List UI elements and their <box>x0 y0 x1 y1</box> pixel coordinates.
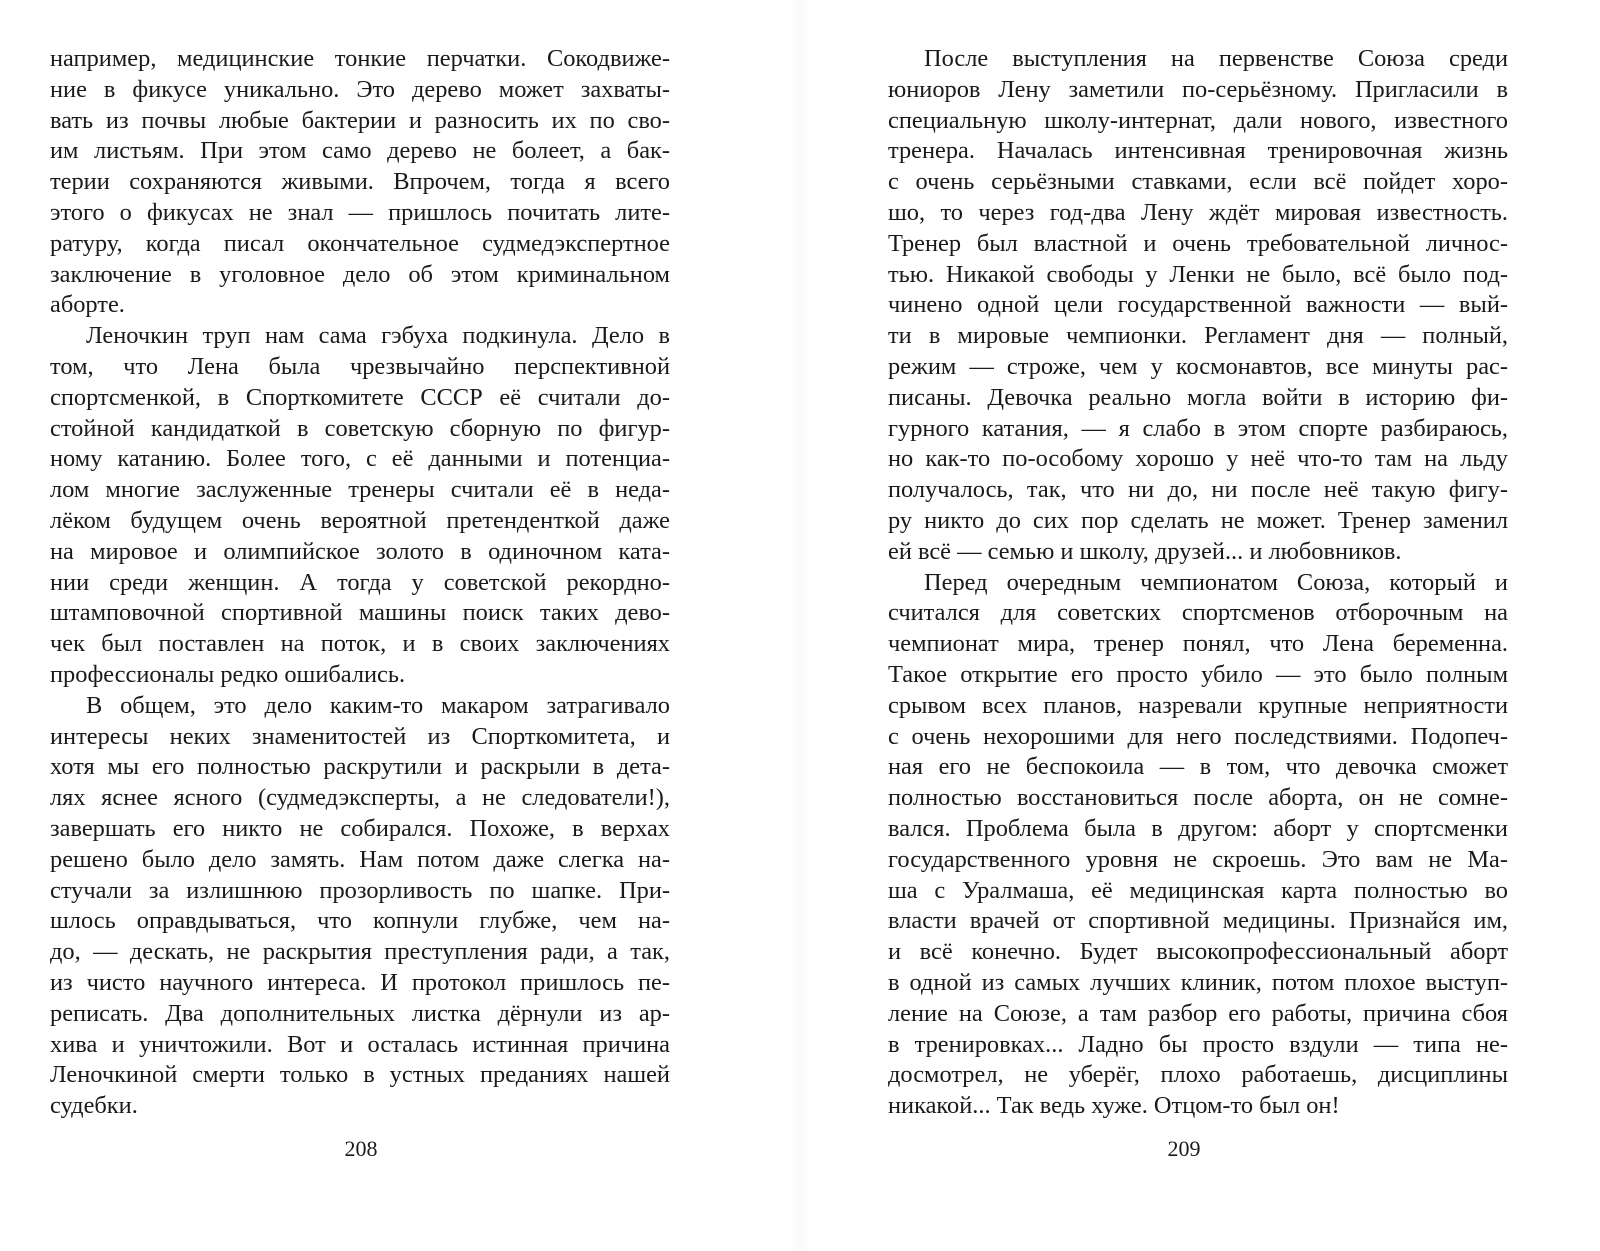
text-line: чек был поставлен на поток, и в своих заключениях <box>50 630 670 658</box>
text-line: Такое открытие его просто убило — это было полным <box>888 660 1508 688</box>
text-line: штамповочной спортивной машины поиск таких дево- <box>50 599 670 627</box>
text-line: из чисто научного интереса. И протокол пришлось пе- <box>50 968 670 996</box>
text-line: специальную школу-интернат, дали нового, известного <box>888 106 1508 134</box>
text-line: никакой... Так ведь хуже. Отцом-то был он! <box>888 1092 1340 1120</box>
text-line: заключение в уголовное дело об этом криминальном <box>50 260 670 288</box>
text-line: лях яснее ясного (судмедэксперты, а не следователи!), <box>50 784 670 812</box>
text-line: получалось, так, что ни до, ни после неё такую фигу- <box>888 476 1508 504</box>
text-line: вать из почвы любые бактерии и разносить их по сво- <box>50 106 670 134</box>
text-line: этого о фикусах не знал — пришлось почитать лите- <box>50 198 670 226</box>
text-line: ление на Союзе, а там разбор его работы, причина сбоя <box>888 999 1508 1027</box>
text-line: лёком будущем очень вероятной претенденткой даже <box>50 506 670 534</box>
text-line: том, что Лена была чрезвычайно перспективной <box>50 352 670 380</box>
text-line: стойной кандидаткой в советскую сборную по фигур- <box>50 414 670 442</box>
text-line: до, — дескать, не раскрытия преступления ради, а так, <box>50 938 670 966</box>
text-line: ей всё — семью и школу, друзей... и любовников. <box>888 537 1402 565</box>
text-line: судебки. <box>50 1092 138 1120</box>
text-line: чемпионат мира, тренер понял, что Лена беременна. <box>888 630 1508 658</box>
text-line: гурного катания, — я слабо в этом спорте разбираюсь, <box>888 414 1508 442</box>
text-line: аборте. <box>50 291 125 319</box>
text-line: в одной из самых лучших клиник, потом плохое выступ- <box>888 968 1508 996</box>
text-line: тью. Никакой свободы у Ленки не было, всё было под- <box>888 260 1508 288</box>
text-line: тренера. Началась интенсивная тренировочная жизнь <box>888 137 1508 165</box>
text-line: срывом всех планов, назревали крупные неприятности <box>888 691 1508 719</box>
right-page <box>888 44 1508 1122</box>
text-line: профессионалы редко ошибались. <box>50 660 406 688</box>
text-line: ная его не беспокоила — в том, что девочка сможет <box>888 753 1508 781</box>
text-line: писаны. Девочка реально могла войти в историю фи- <box>888 383 1508 411</box>
text-line: но как-то по-особому хорошо у неё что-то там на льду <box>888 445 1508 473</box>
text-line: решено было дело замять. Нам потом даже слегка на- <box>50 845 670 873</box>
book-gutter <box>790 0 810 1251</box>
text-line: шо, то через год-два Лену ждёт мировая известность. <box>888 198 1508 226</box>
text-line: В общем, это дело каким-то макаром затрагивало <box>86 691 670 719</box>
text-line: хотя мы его полностью раскрутили и раскрыли в дета- <box>50 753 670 781</box>
text-line: шлось оправдываться, что копнули глубже, чем на- <box>50 907 670 935</box>
text-line: режим — строже, чем у космонавтов, все минуты рас- <box>888 352 1508 380</box>
text-line: реписать. Два дополнительных листка дёрнули из ар- <box>50 999 670 1027</box>
text-line: вался. Проблема была в другом: аборт у спортсменки <box>888 814 1508 842</box>
right-page-number: 209 <box>1167 1136 1201 1161</box>
text-line: ти в мировые чемпионки. Регламент дня — полный, <box>888 322 1508 350</box>
text-line: ша с Уралмаша, её медицинская карта полностью во <box>888 876 1508 904</box>
text-line: Перед очередным чемпионатом Союза, который и <box>924 568 1508 596</box>
text-line: ру никто до сих пор сделать не может. Тренер заменил <box>888 506 1508 534</box>
text-line: хива и уничтожили. Вот и осталась истинная причина <box>50 1030 670 1058</box>
text-line: нии среди женщин. А тогда у советской рекордно- <box>50 568 670 596</box>
text-line: юниоров Лену заметили по-серьёзному. Пригласили в <box>888 75 1508 103</box>
text-line: Леночкиной смерти только в устных преданиях нашей <box>50 1061 670 1089</box>
text-line: После выступления на первенстве Союза среди <box>924 45 1508 72</box>
text-line: в тренировках... Ладно бы просто вздули — типа не- <box>888 1030 1508 1058</box>
left-page-number: 208 <box>344 1136 378 1161</box>
text-line: ному катанию. Более того, с её данными и потенциа- <box>50 445 670 473</box>
text-line: Леночкин труп нам сама гэбуха подкинула. Дело в <box>86 322 670 350</box>
text-line: например, медицинские тонкие перчатки. Сокодвиже- <box>50 45 670 72</box>
text-line: ние в фикусе уникально. Это дерево может захваты- <box>50 75 670 103</box>
text-line: интересы неких знаменитостей из Спорткомитета, и <box>50 722 670 750</box>
text-line: государственного уровня не скроешь. Это вам не Ма- <box>888 845 1508 873</box>
text-line: лом многие заслуженные тренеры считали её в неда- <box>50 476 670 504</box>
text-line: с очень нехорошими для него последствиями. Подопеч- <box>888 722 1508 750</box>
text-line: полностью восстановиться после аборта, он не сомне- <box>888 784 1508 812</box>
text-line: Тренер был властной и очень требовательной личнос- <box>888 229 1508 257</box>
text-line: спортсменкой, в Спорткомитете СССР её считали до- <box>50 383 670 411</box>
left-page <box>50 44 670 1122</box>
text-line: терии сохраняются живыми. Впрочем, тогда я всего <box>50 168 670 196</box>
text-line: на мировое и олимпийское золото в одиночном ката- <box>50 537 670 565</box>
text-line: им листьям. При этом само дерево не болеет, а бак- <box>50 137 670 165</box>
text-line: власти врачей от спортивной медицины. Признайся им, <box>888 907 1508 935</box>
text-line: считался для советских спортсменов отборочным на <box>888 599 1508 627</box>
text-line: завершать его никто не собирался. Похоже, в верхах <box>50 814 670 842</box>
text-line: ратуру, когда писал окончательное судмедэкспертное <box>50 229 670 257</box>
text-line: и всё конечно. Будет высокопрофессиональный аборт <box>888 938 1508 966</box>
text-line: стучали за излишнюю прозорливость по шапке. При- <box>50 876 670 904</box>
text-line: с очень серьёзными ставками, если всё пойдет хоро- <box>888 168 1508 196</box>
text-line: досмотрел, не уберёг, плохо работаешь, дисциплины <box>888 1061 1508 1089</box>
text-line: чинено одной цели государственной важности — вый- <box>888 291 1508 319</box>
